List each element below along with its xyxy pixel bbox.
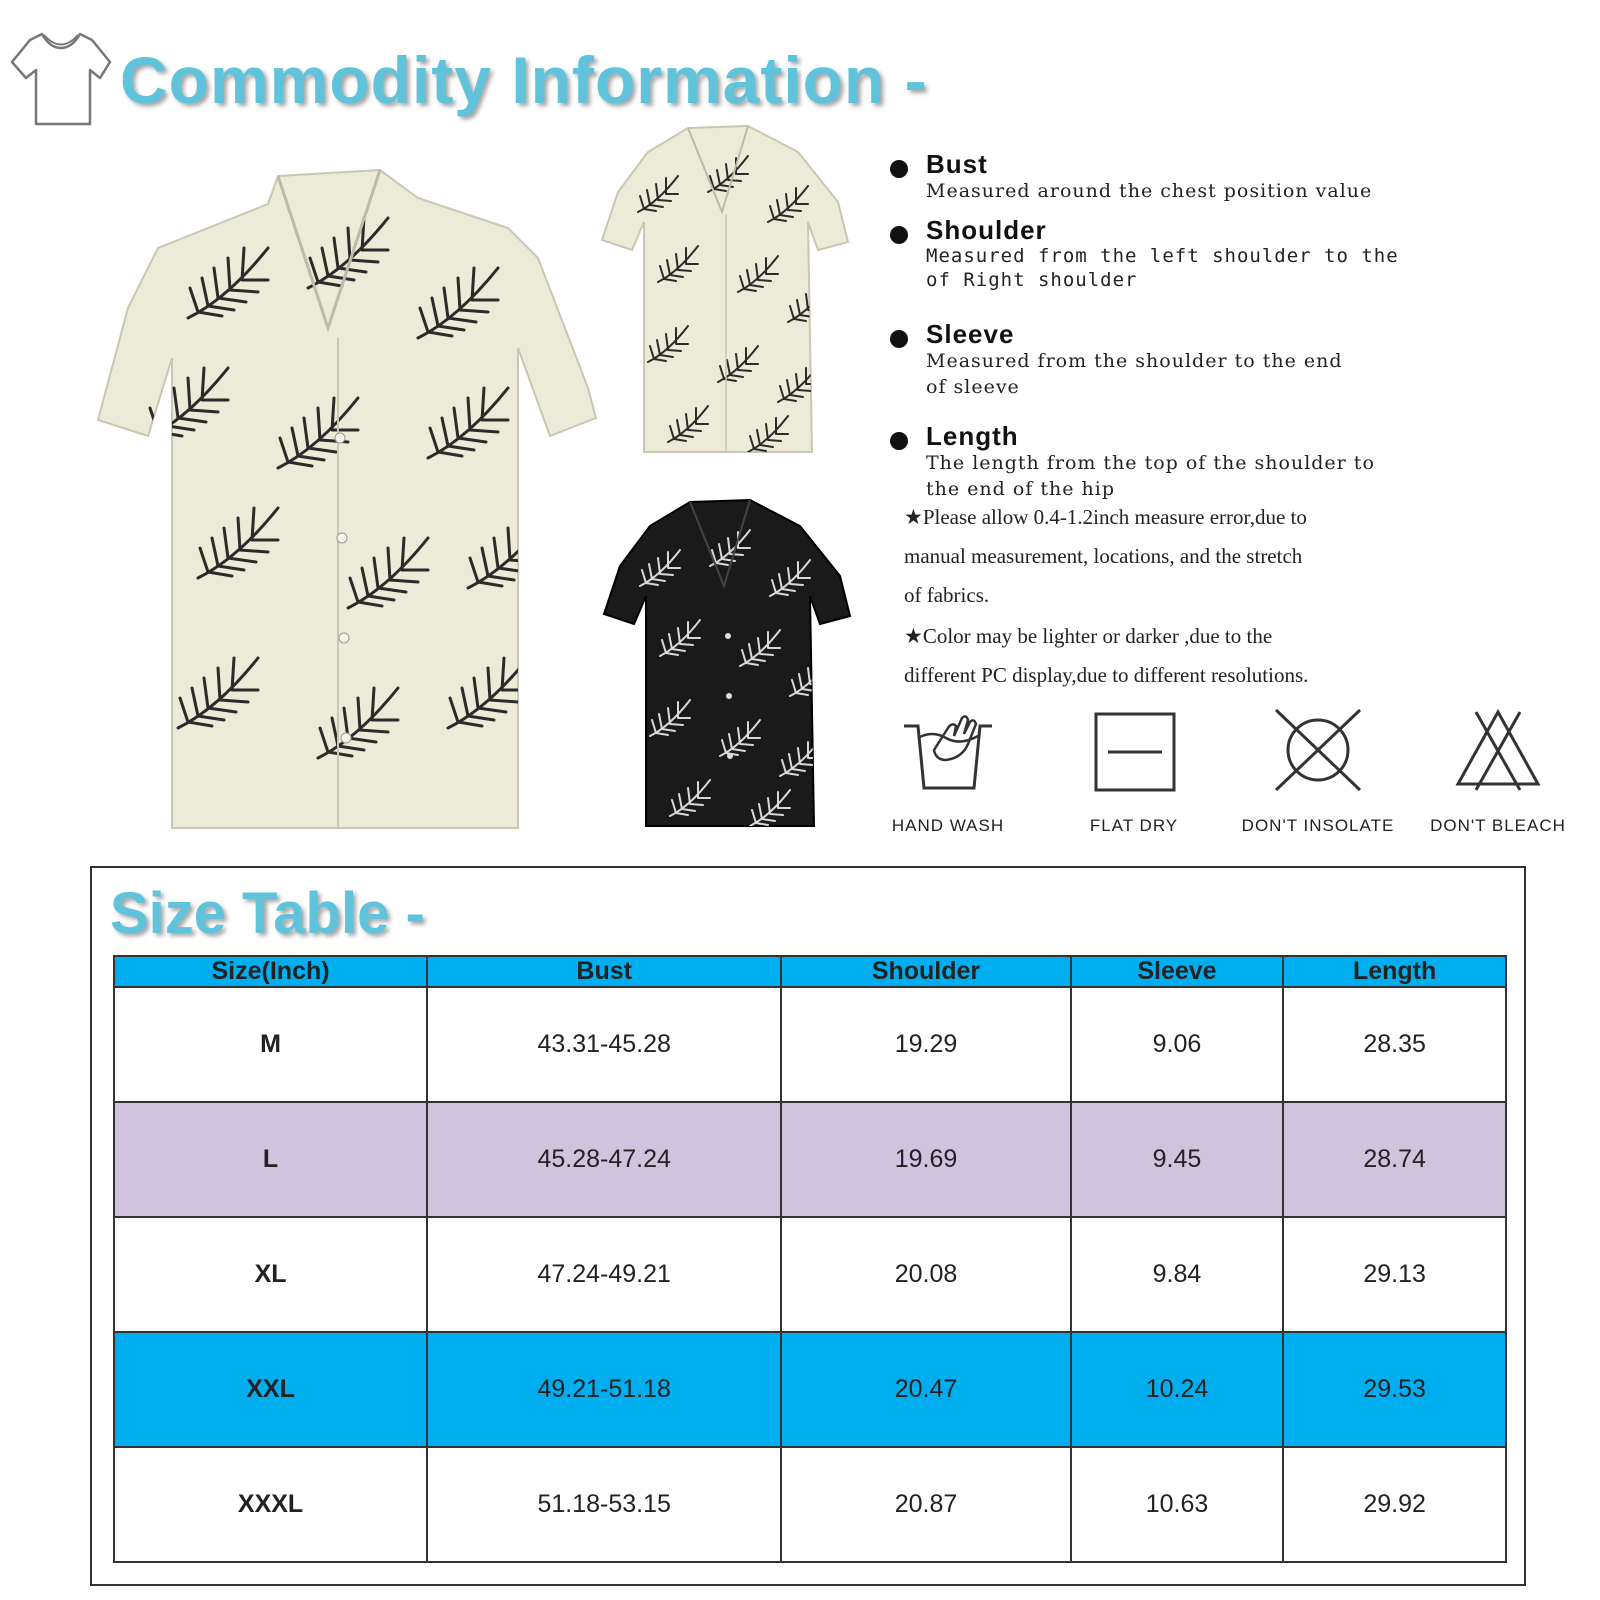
cell-sleeve: 9.84 bbox=[1071, 1217, 1283, 1332]
cell-shoulder: 20.87 bbox=[781, 1447, 1070, 1562]
cell-size: XXXL bbox=[114, 1447, 427, 1562]
cell-length: 29.92 bbox=[1283, 1447, 1506, 1562]
hand-wash-icon bbox=[898, 708, 998, 794]
note-line: ★Color may be lighter or darker ,due to the bbox=[904, 624, 1273, 648]
measure-description-line: Measured from the left shoulder to the bbox=[926, 245, 1399, 267]
cell-length: 29.13 bbox=[1283, 1217, 1506, 1332]
cell-shoulder: 19.29 bbox=[781, 987, 1070, 1102]
cell-size: L bbox=[114, 1102, 427, 1217]
measure-title: Bust bbox=[926, 149, 988, 179]
care-label: DON'T INSOLATE bbox=[1241, 816, 1395, 835]
size-table bbox=[113, 955, 1507, 1563]
cell-shoulder: 20.08 bbox=[781, 1217, 1070, 1332]
column-header-sleeve: Sleeve bbox=[1071, 956, 1283, 987]
care-flat-dry bbox=[1044, 708, 1224, 836]
table-header-row bbox=[114, 956, 1506, 987]
column-header-bust: Bust bbox=[427, 956, 781, 987]
cell-bust: 49.21-51.18 bbox=[427, 1332, 781, 1447]
measure-sleeve bbox=[890, 320, 1530, 400]
cell-sleeve: 9.06 bbox=[1071, 987, 1283, 1102]
note-line: ★Please allow 0.4-1.2inch measure error,due to bbox=[904, 505, 1307, 529]
color-note bbox=[904, 617, 1374, 695]
cell-size: XL bbox=[114, 1217, 427, 1332]
cell-size: M bbox=[114, 987, 427, 1102]
column-header-length: Length bbox=[1283, 956, 1506, 987]
dont-bleach-icon bbox=[1448, 708, 1548, 794]
measure-description-line: the end of the hip bbox=[926, 478, 1115, 500]
cell-length: 28.74 bbox=[1283, 1102, 1506, 1217]
measure-description bbox=[926, 244, 1446, 292]
measure-description: Measured around the chest position value bbox=[926, 180, 1373, 202]
cell-sleeve: 10.63 bbox=[1071, 1447, 1283, 1562]
bullet-icon bbox=[890, 226, 908, 244]
flat-dry-icon bbox=[1084, 708, 1184, 794]
note-line: manual measurement, locations, and the stretch bbox=[904, 544, 1303, 568]
care-label: HAND WASH bbox=[891, 816, 1005, 835]
table-row bbox=[114, 987, 1506, 1102]
cell-size: XXL bbox=[114, 1332, 427, 1447]
measure-description bbox=[926, 348, 1446, 400]
care-label: FLAT DRY bbox=[1089, 816, 1179, 835]
shirt-cream-model-image bbox=[598, 122, 866, 466]
cell-length: 29.53 bbox=[1283, 1332, 1506, 1447]
care-dont-insolate bbox=[1228, 708, 1408, 836]
column-header-size: Size(Inch) bbox=[114, 956, 427, 987]
cell-shoulder: 19.69 bbox=[781, 1102, 1070, 1217]
column-header-shoulder: Shoulder bbox=[781, 956, 1070, 987]
cell-bust: 43.31-45.28 bbox=[427, 987, 781, 1102]
measure-description-line: of sleeve bbox=[926, 376, 1020, 398]
measure-error-note bbox=[904, 498, 1374, 615]
care-dont-bleach bbox=[1408, 708, 1588, 836]
page-title: Commodity Information - bbox=[120, 43, 928, 117]
cell-sleeve: 10.24 bbox=[1071, 1332, 1283, 1447]
bullet-icon bbox=[890, 432, 908, 450]
measure-shoulder bbox=[890, 216, 1530, 292]
bullet-icon bbox=[890, 330, 908, 348]
shirt-black-model-image bbox=[600, 496, 868, 840]
shirt-cream-front-image bbox=[88, 168, 608, 854]
note-line: of fabrics. bbox=[904, 583, 990, 607]
table-row bbox=[114, 1447, 1506, 1562]
measure-title: Length bbox=[926, 421, 1019, 451]
care-hand-wash bbox=[858, 708, 1038, 836]
cell-shoulder: 20.47 bbox=[781, 1332, 1070, 1447]
measure-description-line: Measured from the shoulder to the end bbox=[926, 350, 1343, 372]
note-line: different PC display,due to different resolutions. bbox=[904, 663, 1309, 687]
measure-description-line: The length from the top of the shoulder to bbox=[926, 452, 1375, 474]
tshirt-outline-icon bbox=[8, 28, 112, 128]
dont-insolate-icon bbox=[1268, 708, 1368, 794]
size-table-title: Size Table - bbox=[110, 881, 425, 946]
measure-description bbox=[926, 450, 1446, 502]
table-row bbox=[114, 1102, 1506, 1217]
measure-description-line: of Right shoulder bbox=[926, 269, 1138, 291]
care-label: DON'T BLEACH bbox=[1430, 816, 1566, 835]
measure-bust bbox=[890, 150, 1530, 204]
measure-title: Shoulder bbox=[926, 215, 1047, 245]
table-row bbox=[114, 1217, 1506, 1332]
measure-title: Sleeve bbox=[926, 319, 1015, 349]
table-row bbox=[114, 1332, 1506, 1447]
cell-sleeve: 9.45 bbox=[1071, 1102, 1283, 1217]
cell-bust: 45.28-47.24 bbox=[427, 1102, 781, 1217]
measure-length bbox=[890, 422, 1530, 502]
cell-length: 28.35 bbox=[1283, 987, 1506, 1102]
bullet-icon bbox=[890, 160, 908, 178]
cell-bust: 51.18-53.15 bbox=[427, 1447, 781, 1562]
cell-bust: 47.24-49.21 bbox=[427, 1217, 781, 1332]
